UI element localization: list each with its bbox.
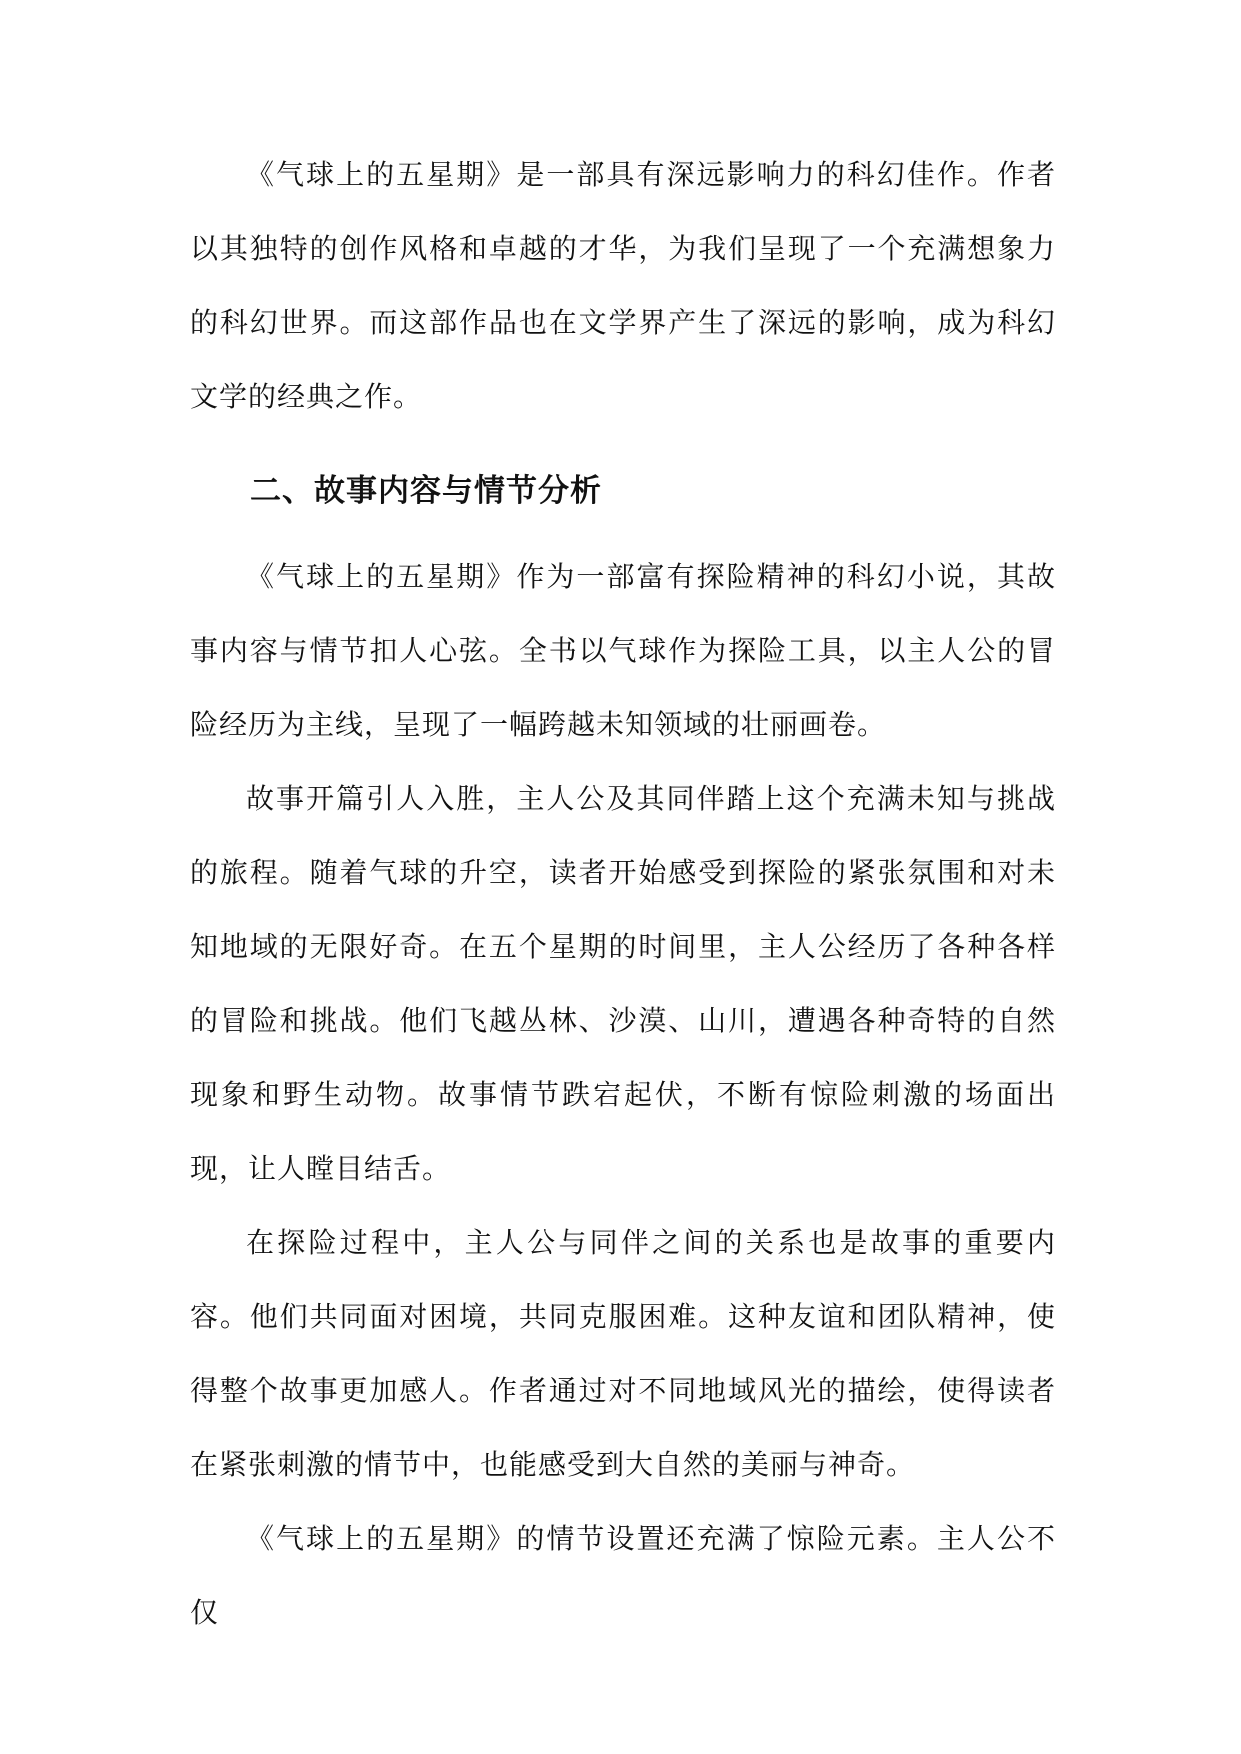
paragraph-4: 《气球上的五星期》的情节设置还充满了惊险元素。主人公不仅 (190, 1522, 1056, 1629)
paragraph-3: 在探险过程中，主人公与同伴之间的关系也是故事的重要内容。他们共同面对困境，共同克服困难。这种友谊和团队精神，使得整个故事更加感人。作者通过对不同地域风光的描绘，使得读者在紧张刺激的情节中，也能感受到大自然的美丽与神奇。 (190, 1226, 1056, 1481)
document-content (190, 138, 1056, 1650)
intro-paragraph: 《气球上的五星期》是一部具有深远影响力的科幻佳作。作者以其独特的创作风格和卓越的才华，为我们呈现了一个充满想象力的科幻世界。而这部作品也在文学界产生了深远的影响，成为科幻文学的经典之作。 (190, 158, 1056, 413)
paragraph-1: 《气球上的五星期》作为一部富有探险精神的科幻小说，其故事内容与情节扣人心弦。全书以气球作为探险工具，以主人公的冒险经历为主线，呈现了一幅跨越未知领域的壮丽画卷。 (190, 560, 1056, 741)
paragraph-2: 故事开篇引人入胜，主人公及其同伴踏上这个充满未知与挑战的旅程。随着气球的升空，读者开始感受到探险的紧张氛围和对未知地域的无限好奇。在五个星期的时间里，主人公经历了各种各样的冒险和挑战。他们飞越丛林、沙漠、山川，遭遇各种奇特的自然现象和野生动物。故事情节跌宕起伏，不断有惊险刺激的场面出现，让人瞠目结舌。 (190, 782, 1056, 1185)
section-heading: 二、故事内容与情节分析 (250, 473, 602, 509)
